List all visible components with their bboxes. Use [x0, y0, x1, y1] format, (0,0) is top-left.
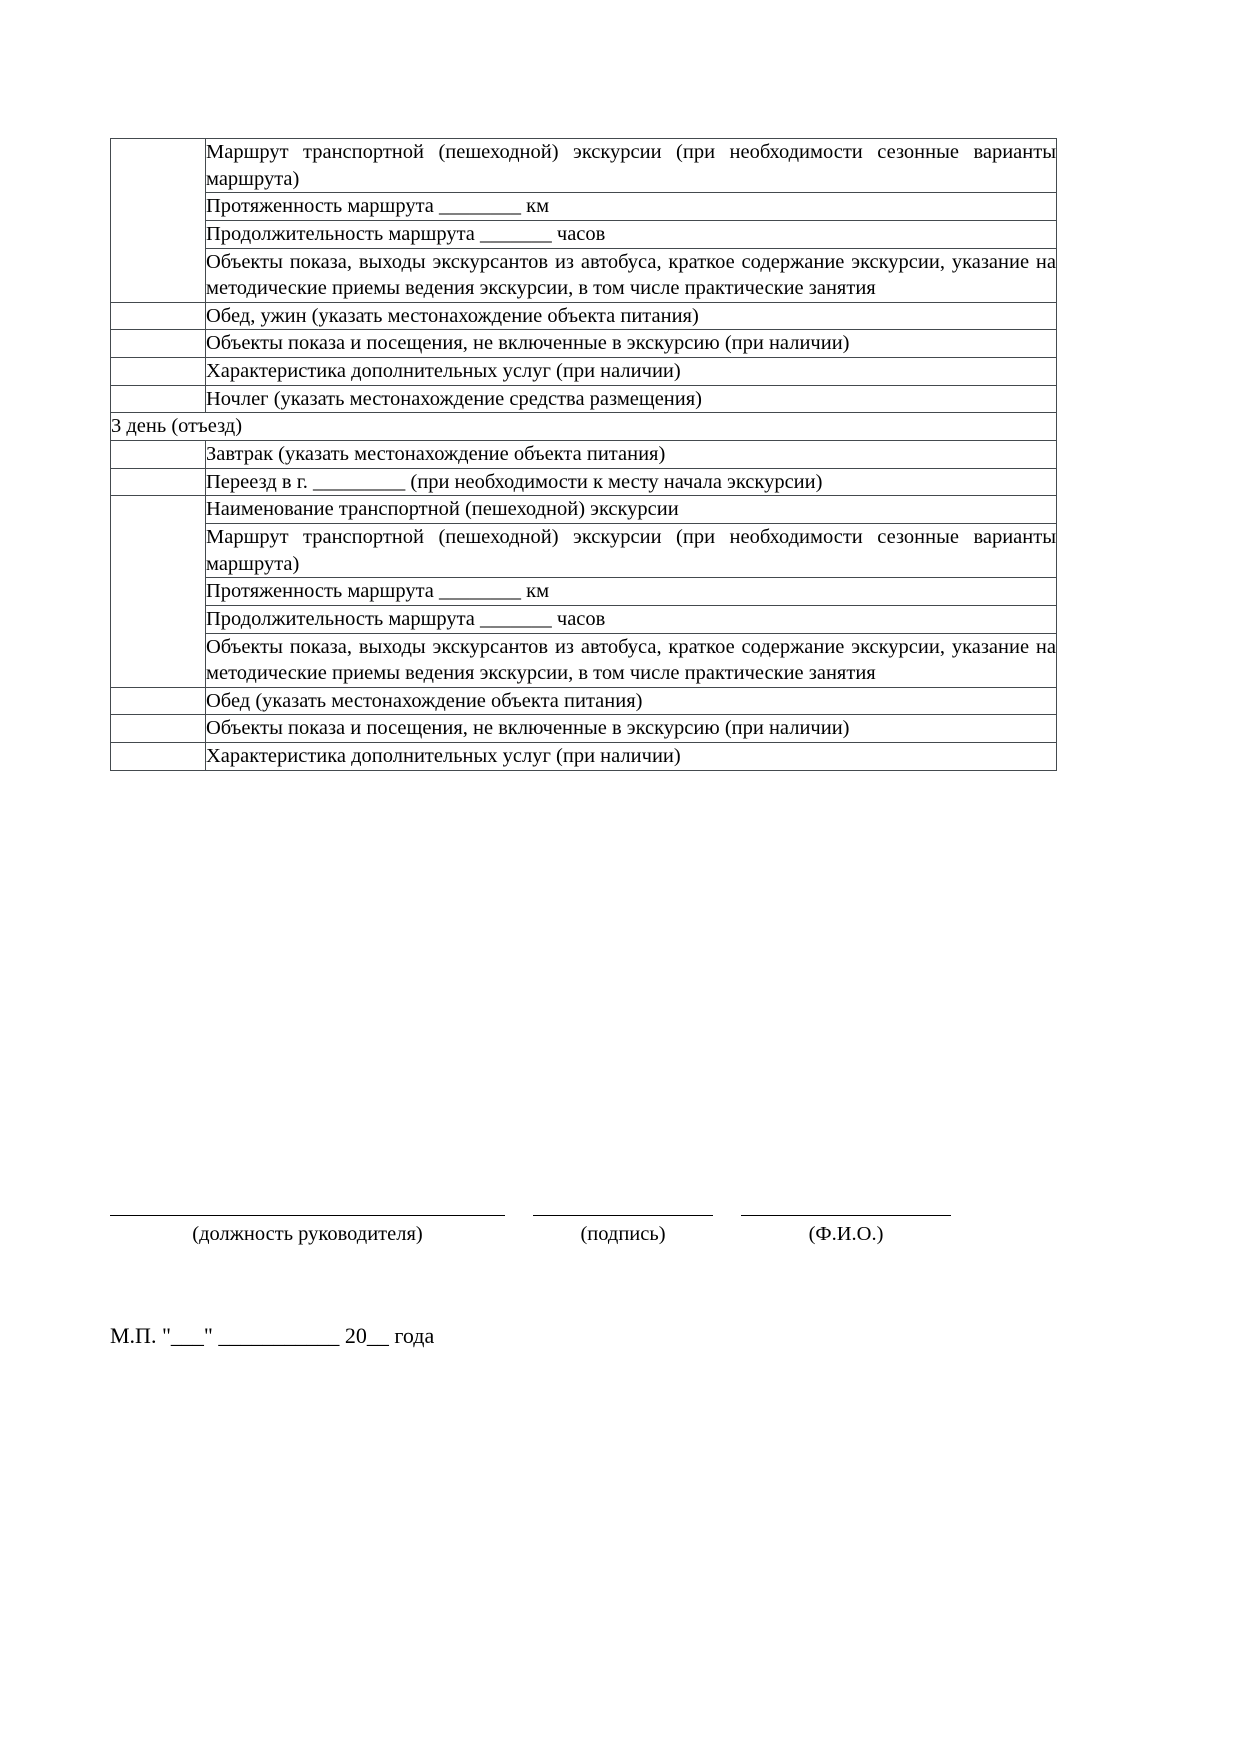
- row-marker-cell: [111, 330, 206, 358]
- cell-route-duration: [206, 220, 1057, 248]
- cell-label: Маршрут транспортной (пешеходной) экскурсии (при необходимости сезонные варианты маршрута): [206, 141, 1056, 190]
- cell-lunch-dinner: [206, 302, 1057, 330]
- table-row: [111, 687, 1057, 715]
- cell-label: Обед (указать местонахождение объекта питания): [206, 689, 643, 712]
- cell-lunch: [206, 687, 1057, 715]
- table-row: [111, 468, 1057, 496]
- table-row: [111, 441, 1057, 469]
- signature-line-fio: [741, 1215, 951, 1216]
- cell-extra-services: [206, 358, 1057, 386]
- table-row: [111, 496, 1057, 524]
- table-row: [111, 330, 1057, 358]
- signature-block: [110, 1215, 1056, 1248]
- cell-extra-objects: [206, 715, 1057, 743]
- table-row: [111, 193, 1057, 221]
- cell-label: Обед, ужин (указать местонахождение объекта питания): [206, 304, 699, 327]
- table-row: [111, 743, 1057, 771]
- row-marker-cell: [111, 385, 206, 413]
- table-row: [111, 605, 1057, 633]
- signature-label-position: (должность руководителя): [192, 1223, 423, 1245]
- cell-label: Наименование транспортной (пешеходной) экскурсии: [206, 498, 679, 521]
- program-table: [110, 138, 1057, 771]
- document-page: [110, 0, 1056, 1348]
- row-marker-cell: [111, 743, 206, 771]
- signature-labels: [110, 1222, 1056, 1248]
- table-body: [111, 139, 1057, 771]
- table-row: [111, 578, 1057, 606]
- row-marker-cell: [111, 139, 206, 303]
- table-row: [111, 302, 1057, 330]
- table-row: [111, 715, 1057, 743]
- row-marker-cell: [111, 358, 206, 386]
- signature-label-sign: (подпись): [580, 1223, 666, 1245]
- cell-route-length: [206, 193, 1057, 221]
- cell-label: Объекты показа, выходы экскурсантов из автобуса, краткое содержание экскурсии, указание на методические приемы ведения экскурсии, в том числе практические занятия: [206, 635, 1056, 685]
- cell-route: [206, 523, 1057, 577]
- cell-show-objects: [206, 248, 1057, 302]
- cell-label: Протяженность маршрута ________ км: [206, 580, 550, 603]
- table-row: [111, 248, 1057, 302]
- table-row: [111, 358, 1057, 386]
- table-row: [111, 385, 1057, 413]
- cell-breakfast: [206, 441, 1057, 469]
- signature-label-fio: (Ф.И.О.): [808, 1223, 884, 1245]
- cell-label: Маршрут транспортной (пешеходной) экскурсии (при необходимости сезонные варианты маршрута): [206, 525, 1056, 575]
- row-marker-cell: [111, 687, 206, 715]
- cell-extra-objects: [206, 330, 1057, 358]
- cell-label: Продолжительность маршрута _______ часов: [206, 222, 606, 245]
- table-row-day-header: [111, 413, 1057, 441]
- day-label: 3 день (отъезд): [111, 415, 243, 438]
- signature-rules: [110, 1215, 1056, 1216]
- cell-label: Характеристика дополнительных услуг (при наличии): [206, 745, 681, 768]
- signature-line-position: [110, 1215, 505, 1216]
- cell-label: Протяженность маршрута ________ км: [206, 195, 550, 218]
- table-row: [111, 139, 1057, 193]
- row-marker-cell: [111, 715, 206, 743]
- signature-line-sign: [533, 1215, 713, 1216]
- cell-show-objects: [206, 633, 1057, 687]
- row-marker-cell: [111, 441, 206, 469]
- cell-transfer: [206, 468, 1057, 496]
- cell-excursion-name: [206, 496, 1057, 524]
- cell-route-duration: [206, 605, 1057, 633]
- cell-label: Объекты показа, выходы экскурсантов из автобуса, краткое содержание экскурсии, указание на методические приемы ведения экскурсии, в том числе практические занятия: [206, 250, 1056, 300]
- cell-label: Завтрак (указать местонахождение объекта питания): [206, 443, 666, 466]
- cell-extra-services: [206, 743, 1057, 771]
- table-row: [111, 220, 1057, 248]
- row-marker-cell: [111, 496, 206, 687]
- cell-label: Объекты показа и посещения, не включенные в экскурсию (при наличии): [206, 717, 850, 740]
- row-marker-cell: [111, 302, 206, 330]
- cell-route-length: [206, 578, 1057, 606]
- row-marker-cell: [111, 468, 206, 496]
- cell-label: Ночлег (указать местонахождение средства размещения): [206, 387, 702, 410]
- cell-overnight: [206, 385, 1057, 413]
- cell-label: Объекты показа и посещения, не включенные в экскурсию (при наличии): [206, 332, 850, 355]
- cell-route: [206, 139, 1057, 193]
- table-row: [111, 523, 1057, 577]
- table-row: [111, 633, 1057, 687]
- cell-label: Характеристика дополнительных услуг (при наличии): [206, 360, 681, 383]
- cell-day3-header: [111, 413, 1057, 441]
- cell-label: Переезд в г. _________ (при необходимости к месту начала экскурсии): [206, 470, 823, 493]
- cell-label: Продолжительность маршрута _______ часов: [206, 607, 606, 630]
- stamp-date-line: М.П. "___" ___________ 20__ года: [110, 1323, 435, 1348]
